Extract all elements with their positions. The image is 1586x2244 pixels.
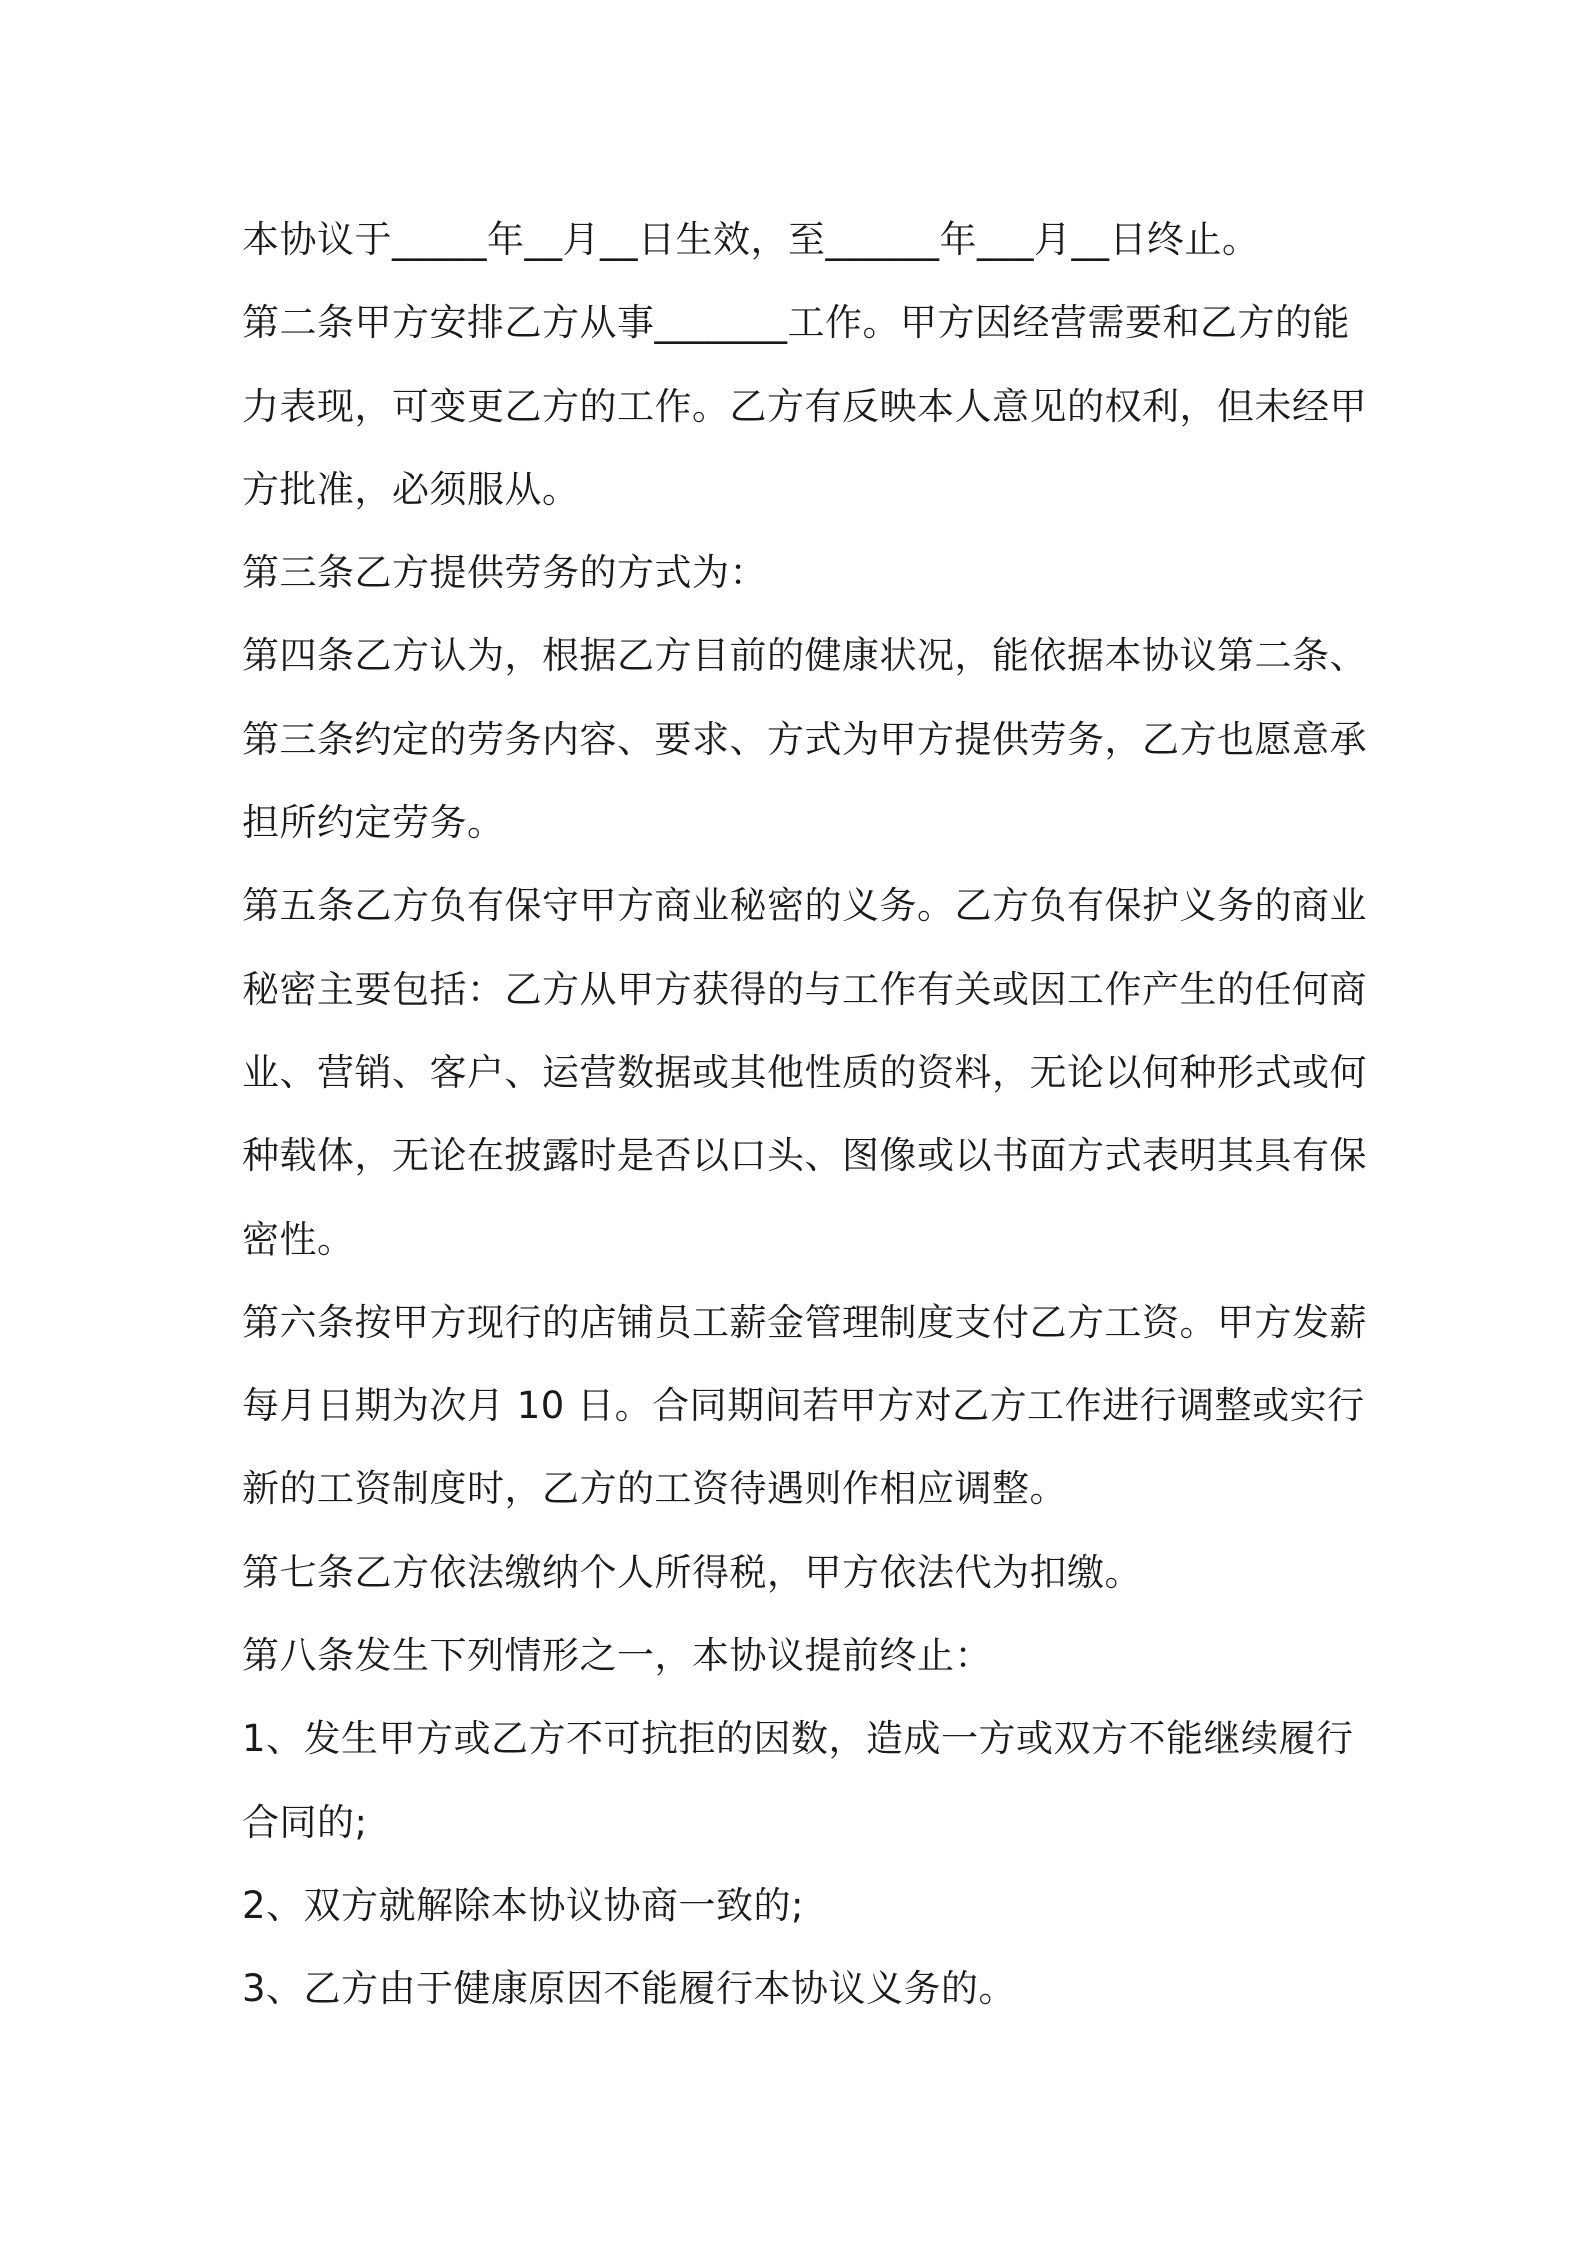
text-line: 3、乙方由于健康原因不能履行本协议义务的。 (242, 1967, 1017, 2011)
text-line: 每月日期为次月 10 日。合同期间若甲方对乙方工作进行调整或实行 (242, 1384, 1365, 1428)
text-line: 担所约定劳务。 (242, 801, 505, 845)
document-body (242, 198, 1367, 2031)
text-line: 1、发生甲方或乙方不可抗拒的因数，造成一方或双方不能继续履行 (242, 1717, 1354, 1761)
text-line: 第五条乙方负有保守甲方商业秘密的义务。乙方负有保护义务的商业 (242, 884, 1367, 928)
text-line: 力表现，可变更乙方的工作。乙方有反映本人意见的权利，但未经甲 (242, 384, 1367, 428)
text-line: 第六条按甲方现行的店铺员工薪金管理制度支付乙方工资。甲方发薪 (242, 1300, 1367, 1344)
text-line: 密性。 (242, 1217, 355, 1261)
text-line: 2、双方就解除本协议协商一致的; (242, 1883, 805, 1927)
text-line: 方批准，必须服从。 (242, 467, 580, 511)
text-line: 第三条乙方提供劳务的方式为： (242, 551, 767, 595)
text-line: 第八条发生下列情形之一，本协议提前终止： (242, 1634, 992, 1678)
text-line: 种载体，无论在披露时是否以口头、图像或以书面方式表明其具有保 (242, 1134, 1367, 1178)
text-line: 业、营销、客户、运营数据或其他性质的资料，无论以何种形式或何 (242, 1050, 1367, 1094)
text-line: 合同的; (242, 1800, 368, 1844)
text-line: 第二条甲方安排乙方从事_______工作。甲方因经营需要和乙方的能 (242, 301, 1350, 345)
text-line: 本协议于_____年__月__日生效，至______年___月__日终止。 (242, 218, 1260, 261)
text-line: 第三条约定的劳务内容、要求、方式为甲方提供劳务，乙方也愿意承 (242, 717, 1367, 761)
text-line: 秘密主要包括：乙方从甲方获得的与工作有关或因工作产生的任何商 (242, 967, 1367, 1011)
text-line: 第七条乙方依法缴纳个人所得税，甲方依法代为扣缴。 (242, 1550, 1142, 1594)
text-line: 新的工资制度时，乙方的工资待遇则作相应调整。 (242, 1467, 1067, 1511)
text-line: 第四条乙方认为，根据乙方目前的健康状况，能依据本协议第二条、 (242, 634, 1367, 678)
